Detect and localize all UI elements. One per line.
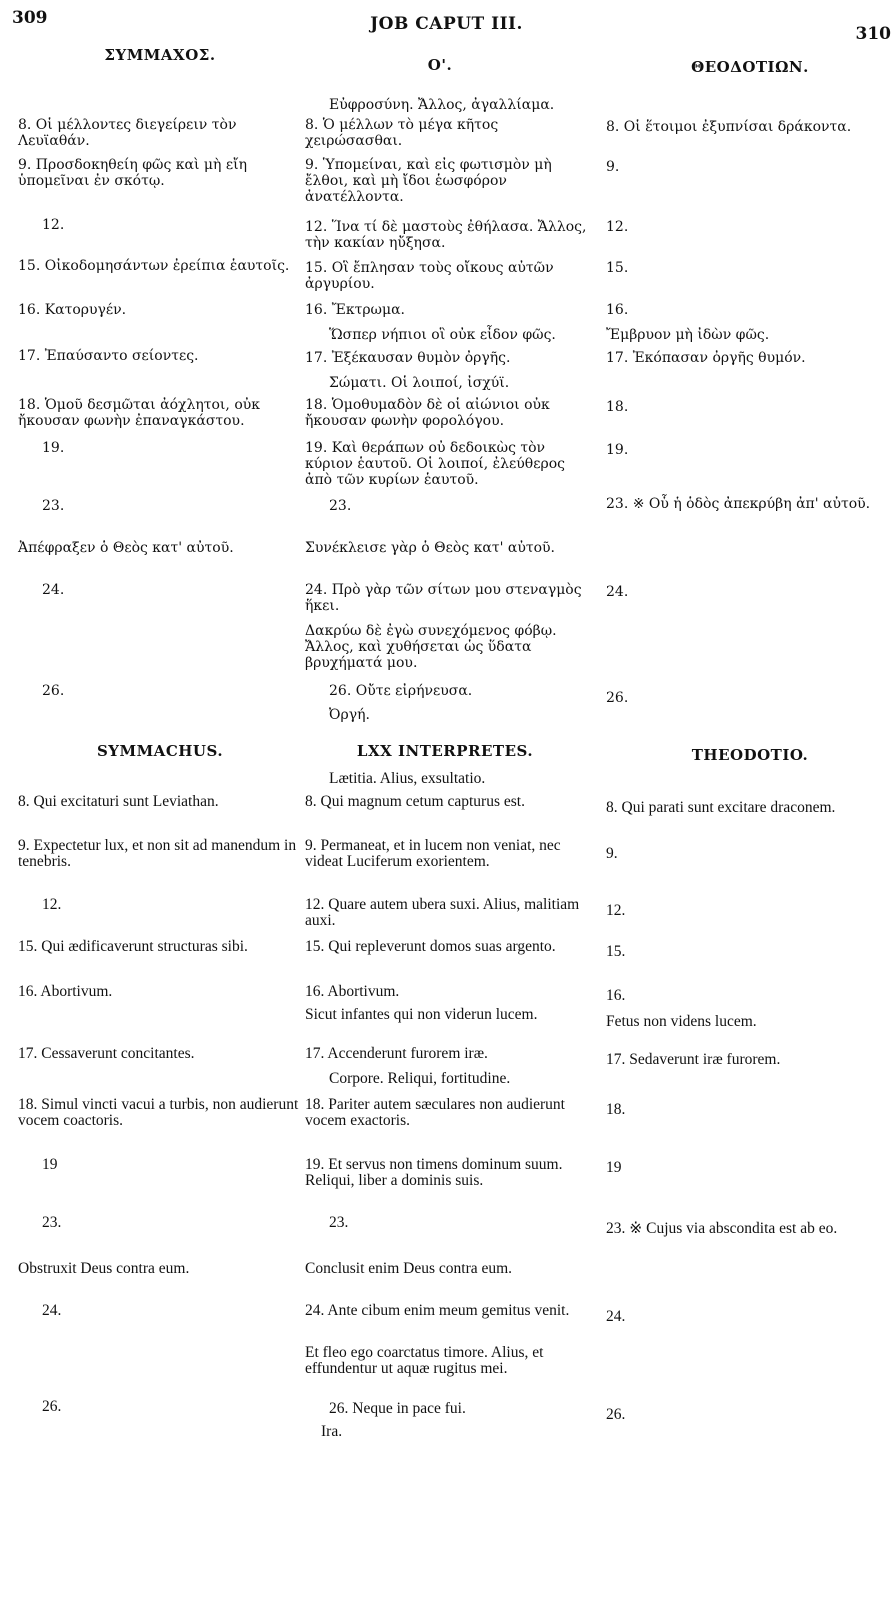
greek-theodotion-entry: 8. Οἱ ἕτοιμοι ἐξυπνίσαι δράκοντα. (606, 119, 852, 135)
latin-symmachus-entry: 12. (42, 896, 62, 913)
page-number-left: 309 (12, 8, 48, 28)
running-title: JOB CAPUT III. (370, 14, 523, 34)
latin-lxx-entry: 15. Qui repleverunt domos suas argento. (305, 938, 556, 955)
greek-theodotion-entry: 15. (606, 260, 629, 276)
greek-lxx-entry: 24. Πρὸ γὰρ τῶν σίτων μου στεναγμὸς ἥκει. (305, 582, 582, 614)
greek-theodotion-entry: 24. (606, 584, 629, 600)
latin-lxx-entry: 24. Ante cibum enim meum gemitus venit. (305, 1302, 570, 1319)
greek-lxx-entry: Εὐφροσύνη. Ἄλλος, ἀγαλλίαμα. (329, 97, 555, 113)
greek-symmachus-entry: 15. Οἰκοδομησάντων ἐρείπια ἑαυτοῖς. (18, 258, 290, 274)
latin-theodotion-entry: Fetus non videns lucem. (606, 1013, 757, 1030)
latin-symmachus-entry: 17. Cessaverunt concitantes. (18, 1045, 195, 1062)
greek-theodotion-entry: 9. (606, 159, 620, 175)
latin-head-theodotion: THEODOTIO. (691, 746, 809, 764)
greek-theodotion-entry: Ἔμβρυον μὴ ἰδὼν φῶς. (606, 327, 770, 343)
latin-symmachus-entry: 15. Qui ædificaverunt structuras sibi. (18, 938, 248, 955)
greek-theodotion-entry: 23. ※ Οὗ ἡ ὁδὸς ἀπεκρύβη ἀπ' αὐτοῦ. (606, 496, 871, 512)
latin-lxx-entry: 16. Abortivum. (305, 983, 400, 1000)
greek-theodotion-entry: 17. Ἐκόπασαν ὀργῆς θυμόν. (606, 350, 806, 366)
page-header (0, 0, 893, 44)
greek-theodotion-entry: 16. (606, 302, 629, 318)
greek-symmachus-entry: 24. (42, 582, 65, 598)
latin-lxx-entry: Sicut infantes qui non viderun lucem. (305, 1006, 538, 1023)
greek-lxx-entry: Σώματι. Οἱ λοιποί, ἰσχύϊ. (329, 375, 510, 391)
latin-symmachus-entry: Obstruxit Deus contra eum. (18, 1260, 190, 1277)
latin-lxx-entry: 18. Pariter autem sæculares non audierunt vocem exactoris. (305, 1096, 565, 1129)
greek-lxx-entry: 12. Ἵνα τί δὲ μαστοὺς ἐθήλασα. Ἄλλος, τὴν κακίαν ηὔξησα. (305, 219, 587, 251)
latin-theodotion-entry: 26. (606, 1406, 626, 1423)
latin-lxx-entry: 26. Neque in pace fui. (329, 1400, 466, 1417)
latin-lxx-entry: 23. (329, 1214, 349, 1231)
latin-theodotion-entry: 18. (606, 1101, 626, 1118)
greek-lxx-entry: 26. Οὔτε εἰρήνευσα. (329, 683, 473, 699)
latin-lxx-entry: Lætitia. Alius, exsultatio. (329, 770, 486, 787)
greek-symmachus-entry: 16. Κατορυγέν. (18, 302, 127, 318)
latin-theodotion-entry: 23. ※ Cujus via abscondita est ab eo. (606, 1220, 838, 1237)
greek-lxx-entry: 23. (329, 498, 352, 514)
greek-symmachus-entry: 26. (42, 683, 65, 699)
latin-head-lxx: LXX INTERPRETES. (356, 742, 534, 760)
latin-theodotion-entry: 19 (606, 1159, 622, 1176)
greek-lxx-entry: Συνέκλεισε γὰρ ὁ Θεὸς κατ' αὐτοῦ. (305, 540, 555, 556)
latin-theodotion-entry: 16. (606, 987, 626, 1004)
greek-head-lxx: Ο'. (427, 56, 453, 74)
greek-symmachus-entry: 18. Ὁμοῦ δεσμῶται ἀόχλητοι, οὐκ ἤκουσαν φωνὴν ἐπαναγκάστου. (18, 397, 261, 429)
latin-symmachus-entry: 23. (42, 1214, 62, 1231)
latin-theodotion-entry: 9. (606, 845, 618, 862)
latin-symmachus-entry: 19 (42, 1156, 58, 1173)
greek-theodotion-entry: 12. (606, 219, 629, 235)
greek-symmachus-entry: 8. Οἱ μέλλοντες διεγείρειν τὸν Λευϊαθάν. (18, 117, 237, 149)
greek-lxx-entry: 19. Καὶ θεράπων οὐ δεδοικὼς τὸν κύριον ἑαυτοῦ. Οἱ λοιποί, ἐλεύθερος ἀπὸ τῶν κυρίων ἑαυτοῦ. (305, 440, 565, 488)
greek-symmachus-entry: Ἀπέφραξεν ὁ Θεὸς κατ' αὐτοῦ. (18, 540, 234, 556)
greek-lxx-entry: 17. Ἐξέκαυσαν θυμὸν ὀργῆς. (305, 350, 511, 366)
latin-symmachus-entry: 16. Abortivum. (18, 983, 113, 1000)
latin-lxx-entry: 8. Qui magnum cetum capturus est. (305, 793, 525, 810)
greek-symmachus-entry: 12. (42, 217, 65, 233)
greek-lxx-entry: Δακρύω δὲ ἐγὼ συνεχόμενος φόβῳ. Ἄλλος, καὶ χυθήσεται ὡς ὕδατα βρυχήματά μου. (305, 623, 557, 671)
greek-symmachus-entry: 23. (42, 498, 65, 514)
latin-lxx-entry: 9. Permaneat, et in lucem non veniat, nec videat Luciferum exorientem. (305, 837, 561, 870)
greek-head-theodotion: ΘΕΟΔΟΤΙΩΝ. (691, 58, 809, 76)
latin-symmachus-entry: 26. (42, 1398, 62, 1415)
greek-lxx-entry: 18. Ὁμοθυμαδὸν δὲ οἱ αἰώνιοι οὐκ ἤκουσαν φωνὴν φορολόγου. (305, 397, 550, 429)
greek-theodotion-entry: 26. (606, 690, 629, 706)
latin-head-symmachus: SYMMACHUS. (96, 742, 224, 760)
latin-lxx-entry: Ira. (321, 1423, 343, 1440)
latin-theodotion-entry: 12. (606, 902, 626, 919)
latin-lxx-entry: Et fleo ego coarctatus timore. Alius, et effundentur ut aquæ rugitus mei. (305, 1344, 544, 1377)
latin-symmachus-entry: 8. Qui excitaturi sunt Leviathan. (18, 793, 219, 810)
greek-lxx-entry: Ὀργή. (329, 707, 370, 723)
latin-symmachus-entry: 18. Simul vincti vacui a turbis, non audierunt vocem coactoris. (18, 1096, 299, 1129)
latin-symmachus-entry: 9. Expectetur lux, et non sit ad manendum in tenebris. (18, 837, 297, 870)
latin-theodotion-entry: 17. Sedaverunt iræ furorem. (606, 1051, 781, 1068)
latin-lxx-entry: 17. Accenderunt furorem iræ. (305, 1045, 488, 1062)
greek-lxx-entry: 8. Ὁ μέλλων τὸ μέγα κῆτος χειρώσασθαι. (305, 117, 499, 149)
greek-symmachus-entry: 19. (42, 440, 65, 456)
greek-symmachus-entry: 17. Ἐπαύσαντο σείοντες. (18, 348, 199, 364)
latin-lxx-entry: 19. Et servus non timens dominum suum. Reliqui, liber a dominis suis. (305, 1156, 563, 1189)
greek-lxx-entry: 9. Ὑπομείναι, καὶ εἰς φωτισμὸν μὴ ἔλθοι, καὶ μὴ ἴδοι ἑωσφόρον ἀνατέλλοντα. (305, 157, 552, 205)
greek-theodotion-entry: 18. (606, 399, 629, 415)
greek-theodotion-entry: 19. (606, 442, 629, 458)
page-number-right: 310 (855, 24, 891, 44)
greek-head-symmachus: ΣΥΜΜΑΧΟΣ. (104, 46, 216, 64)
latin-lxx-entry: Corpore. Reliqui, fortitudine. (329, 1070, 511, 1087)
greek-lxx-entry: Ὥσπερ νήπιοι οἳ οὐκ εἶδον φῶς. (329, 327, 556, 343)
greek-lxx-entry: 16. Ἔκτρωμα. (305, 302, 405, 318)
latin-lxx-entry: 12. Quare autem ubera suxi. Alius, malitiam auxi. (305, 896, 580, 929)
latin-lxx-entry: Conclusit enim Deus contra eum. (305, 1260, 513, 1277)
latin-theodotion-entry: 15. (606, 943, 626, 960)
greek-symmachus-entry: 9. Προσδοκηθείη φῶς καὶ μὴ εἴη ὑπομεῖναι ἐν σκότῳ. (18, 157, 247, 189)
greek-lxx-entry: 15. Οἳ ἔπλησαν τοὺς οἴκους αὐτῶν ἀργυρίου. (305, 260, 554, 292)
latin-theodotion-entry: 8. Qui parati sunt excitare draconem. (606, 799, 836, 816)
latin-symmachus-entry: 24. (42, 1302, 62, 1319)
latin-theodotion-entry: 24. (606, 1308, 626, 1325)
